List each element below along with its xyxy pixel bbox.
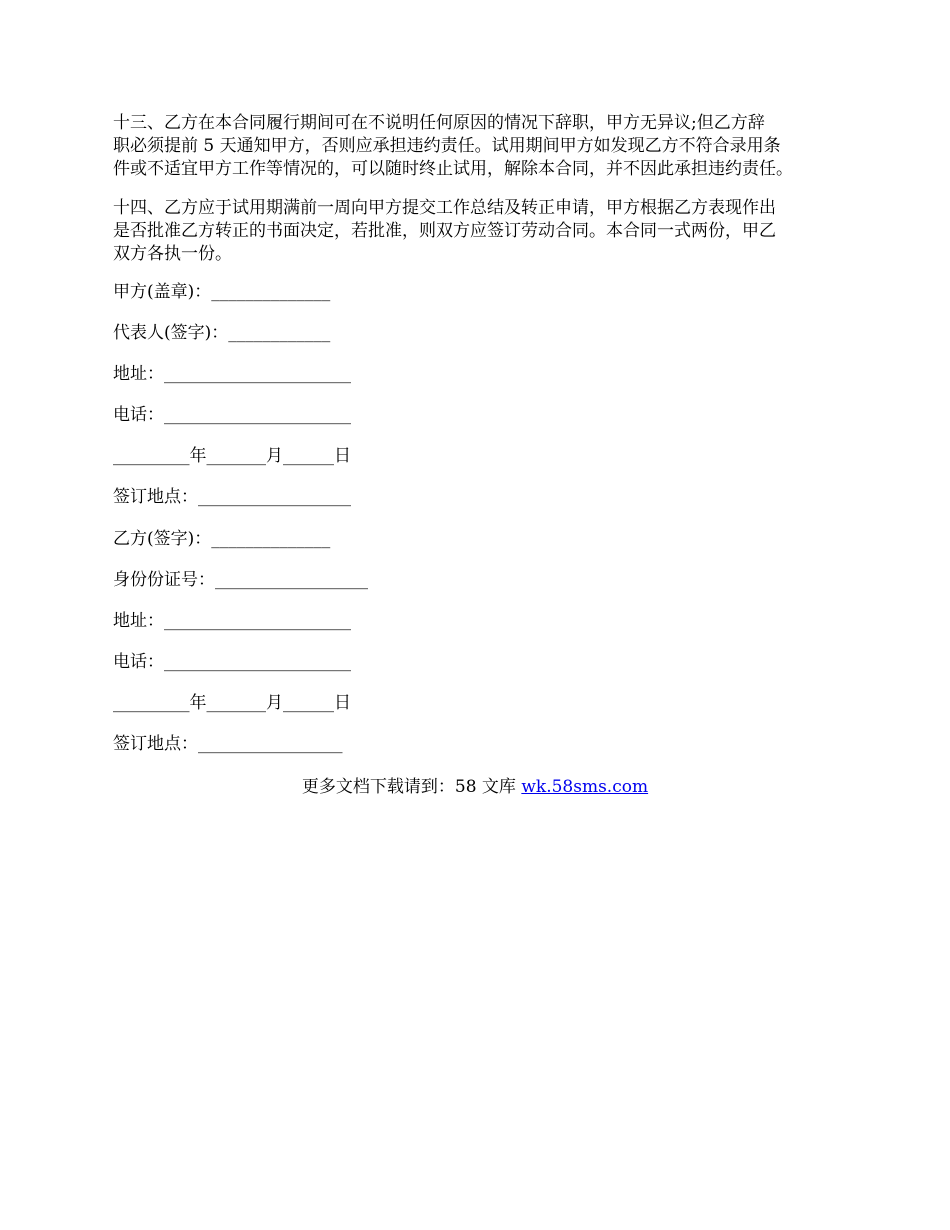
clause-line: 双方各执一份。: [113, 244, 232, 264]
clause-line: 十四、乙方应于试用期满前一周向甲方提交工作总结及转正申请，甲方根据乙方表现作出: [113, 198, 776, 218]
clause-line: 是否批准乙方转正的书面决定，若批准，则双方应签订劳动合同。本合同一式两份，甲乙: [113, 221, 776, 241]
download-footer: [0, 776, 950, 798]
party-b-address-field: 地址：______________________: [113, 611, 351, 631]
party-b-signature-field: 乙方(签字)：______________: [113, 529, 331, 549]
footer-link[interactable]: wk.58sms.com: [521, 777, 649, 797]
representative-signature-field: 代表人(签字)：____________: [113, 323, 331, 343]
party-a-date-field: _________年_______月______日: [113, 446, 351, 466]
clause-line: 十三、乙方在本合同履行期间可在不说明任何原因的情况下辞职，甲方无异议;但乙方辞: [113, 113, 765, 133]
party-a-phone-field: 电话：______________________: [113, 405, 351, 425]
clause-line: 职必须提前 5 天通知甲方，否则应承担违约责任。试用期间甲方如发现乙方不符合录用条: [113, 136, 781, 156]
party-a-address-field: 地址：______________________: [113, 364, 351, 384]
clause-13: [113, 112, 853, 181]
party-b-phone-field: 电话：______________________: [113, 652, 351, 672]
clause-14: [113, 197, 853, 266]
party-b-date-field: _________年_______月______日: [113, 693, 351, 713]
party-b-signing-place-field: 签订地点：_________________: [113, 734, 343, 754]
party-a-seal-field: 甲方(盖章)：______________: [113, 282, 331, 302]
party-a-signing-place-field: 签订地点：__________________: [113, 487, 351, 507]
clause-line: 件或不适宜甲方工作等情况的，可以随时终止试用，解除本合同，并不因此承担违约责任。: [113, 159, 793, 179]
id-number-field: 身份份证号：__________________: [113, 570, 368, 590]
footer-text: 更多文档下载请到：58 文库: [301, 777, 522, 797]
